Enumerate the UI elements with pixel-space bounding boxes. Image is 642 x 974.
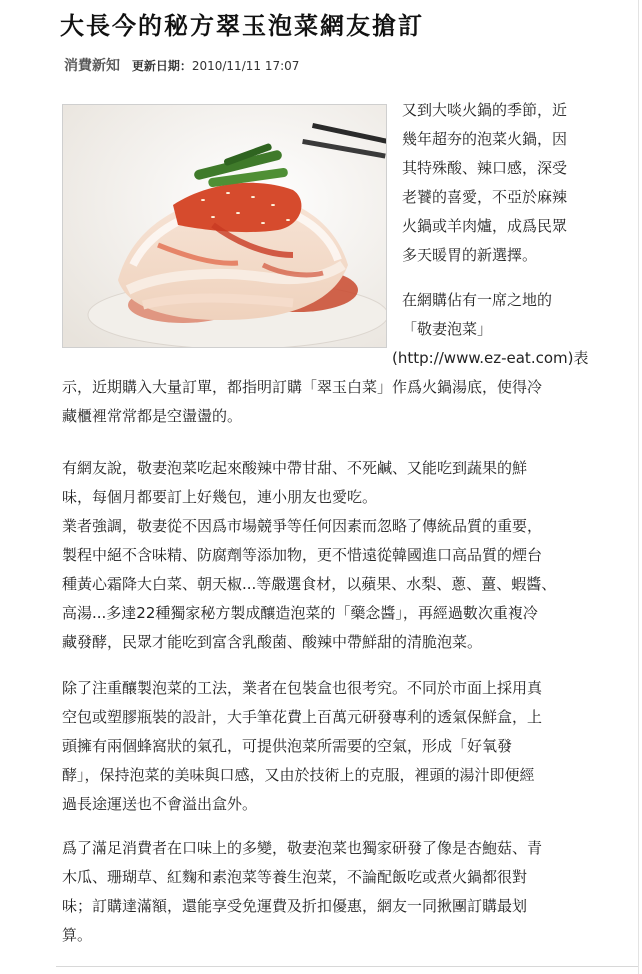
paragraph-3 [62,454,618,512]
text-line: 酵」，保持泡菜的美味與口感，又由於技術上的克服，裡頭的湯汁即便經 [62,766,535,784]
text-line: 「敬妻泡菜」 [402,320,493,338]
paragraph-4 [62,512,618,657]
source-label[interactable]: 消費新知 [64,58,120,74]
text-line: 示，近期購入大量訂單，都指明訂購「翠玉白菜」作爲火鍋湯底，使得冷 [62,378,543,396]
text-line: 算。 [62,926,93,944]
text-line: 爲了滿足消費者在口味上的多變，敬妻泡菜也獨家研發了像是杏鮑菇、青 [62,839,543,857]
article-title: 大長今的秘方翠玉泡菜網友搶訂 [60,11,424,40]
paragraph-1 [402,96,618,270]
article-page [56,0,639,974]
text-line: 多天暖胃的新選擇。 [402,246,538,264]
text-line: 在網購佔有一席之地的 [402,291,553,309]
text-line: 木瓜、珊瑚草、紅麴和素泡菜等養生泡菜，不論配飯吃或煮火鍋都很對 [62,868,528,886]
bottom-divider [56,966,638,967]
paragraph-2 [62,344,618,431]
text-line: 高湯...多達22種獨家秘方製成釀造泡菜的「藥念醬」，再經過數次重複冷 [62,604,538,622]
text-line: 有網友說，敬妻泡菜吃起來酸辣中帶甘甜、不死鹹、又能吃到蔬果的鮮 [62,459,528,477]
text-line: 火鍋或羊肉爐，成爲民眾 [402,217,568,235]
paragraph-2-float [402,286,618,344]
text-line: 味；訂購達滿額，還能享受免運費及折扣優惠，網友一同揪團訂購最划 [62,897,528,915]
text-line: 幾年超夯的泡菜火鍋，因 [402,130,568,148]
text-line: 老饕的喜愛，不亞於麻辣 [402,188,568,206]
paragraph-6 [62,834,618,950]
text-line: 種黃心霜降大白菜、朝天椒...等嚴選食材，以蘋果、水梨、蔥、薑、蝦醬、 [62,575,557,593]
date-label: 更新日期： [131,59,192,73]
text-line: 藏櫃裡常常都是空盪盪的。 [62,407,243,425]
text-line: 又到大啖火鍋的季節，近 [402,101,568,119]
text-line: 過長途運送也不會溢出盒外。 [62,795,258,813]
text-line: 除了注重釀製泡菜的工法，業者在包裝盒也很考究。不同於市面上採用真 [62,679,543,697]
text-line: 頭擁有兩個蜂窩狀的氣孔，可提供泡菜所需要的空氣，形成「好氧發 [62,737,513,755]
text-line: 空包或塑膠瓶裝的設計，大手筆花費上百萬元研發專利的透氣保鮮盒，上 [62,708,543,726]
text-line: 其特殊酸、辣口感，深受 [402,159,568,177]
kimchi-photo [62,104,387,348]
text-line: 藏發酵，民眾才能吃到富含乳酸菌、酸辣中帶鮮甜的清脆泡菜。 [62,633,483,651]
text-line: 味，每個月都要訂上好幾包，連小朋友也愛吃。 [62,488,378,506]
text-line: 製程中絕不含味精、防腐劑等添加物，更不惜遠從韓國進口高品質的煙台 [62,546,543,564]
article-meta [64,56,638,76]
store-url[interactable]: (http://www.ez-eat.com)表 [392,349,589,367]
kimchi-image [63,105,386,347]
date-value: 2010/11/11 17:07 [191,59,300,73]
text-line: 業者強調，敬妻從不因爲市場競爭等任何因素而忽略了傳統品質的重要， [62,517,543,535]
paragraph-5 [62,674,618,819]
